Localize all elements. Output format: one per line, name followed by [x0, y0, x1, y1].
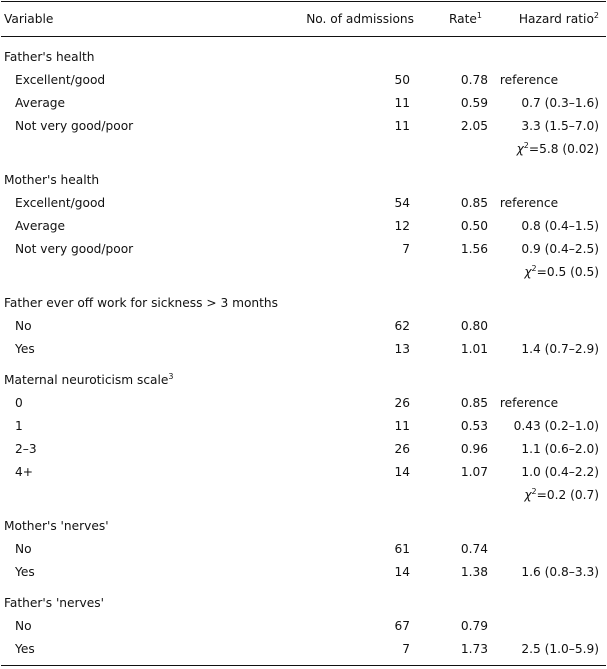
chi-symbol: χ [524, 487, 532, 502]
row-hazard-ratio: 0.7 (0.3–1.6) [521, 95, 599, 110]
chi-symbol: χ [524, 264, 532, 279]
section-title-text: Mother's 'nerves' [4, 518, 109, 533]
chi-value: =0.5 (0.5) [536, 264, 599, 279]
row-label: Not very good/poor [15, 118, 134, 133]
section-title-row [1, 514, 606, 537]
section-title-row [1, 45, 606, 68]
row-rate: 0.78 [460, 72, 488, 87]
chi-square-stat [524, 488, 599, 502]
section-title [4, 596, 104, 610]
chi-symbol: χ [516, 141, 524, 156]
chi-value: =0.2 (0.7) [536, 487, 599, 502]
section-spacer [1, 583, 606, 591]
table-row [1, 337, 606, 360]
row-label: 4+ [15, 464, 33, 479]
row-label: Average [15, 218, 66, 233]
row-admissions: 14 [394, 464, 410, 479]
row-rate: 1.56 [460, 241, 488, 256]
row-rate: 0.96 [460, 441, 488, 456]
table-row [1, 560, 606, 583]
row-rate: 1.38 [460, 564, 488, 579]
row-rate: 0.53 [460, 418, 488, 433]
row-admissions: 11 [394, 118, 410, 133]
chi-square-row [1, 137, 606, 160]
table-row [1, 214, 606, 237]
section-title-row [1, 168, 606, 191]
row-admissions: 67 [394, 618, 410, 633]
chi-square-row [1, 483, 606, 506]
table-row [1, 391, 606, 414]
section-title [4, 173, 99, 187]
table-row [1, 314, 606, 337]
row-hazard-ratio: reference [499, 72, 559, 87]
row-rate: 2.05 [460, 118, 488, 133]
row-admissions: 13 [394, 341, 410, 356]
section-spacer [1, 37, 606, 45]
table-row [1, 191, 606, 214]
table-row [1, 614, 606, 637]
row-rate: 0.80 [460, 318, 488, 333]
row-hazard-ratio: 3.3 (1.5–7.0) [521, 118, 599, 133]
section-title [4, 373, 174, 387]
row-rate: 0.74 [460, 541, 488, 556]
row-admissions: 7 [402, 241, 410, 256]
header-rate-text: Rate [448, 12, 477, 26]
row-admissions: 50 [394, 72, 410, 87]
row-label: 1 [15, 418, 23, 433]
row-label: Excellent/good [15, 195, 106, 210]
row-hazard-ratio: 1.4 (0.7–2.9) [521, 341, 599, 356]
row-hazard-ratio: 0.43 (0.2–1.0) [513, 418, 599, 433]
data-table [1, 0, 606, 666]
header-hazard-ratio [519, 12, 599, 26]
chi-square-stat [517, 142, 599, 156]
section-title-text: Father ever off work for sickness > 3 months [4, 295, 278, 310]
row-admissions: 7 [402, 641, 410, 656]
row-label: No [15, 618, 32, 633]
row-admissions: 54 [394, 195, 410, 210]
chi-superscript: 2 [523, 140, 529, 150]
section-title [4, 50, 95, 64]
row-hazard-ratio: reference [499, 195, 559, 210]
table-body [1, 37, 606, 665]
row-label: Excellent/good [15, 72, 106, 87]
section-title-footnote: 3 [168, 371, 174, 381]
row-rate: 0.79 [460, 618, 488, 633]
section-title-text: Mother's health [4, 172, 100, 187]
table-row [1, 114, 606, 137]
row-label: 2–3 [15, 441, 37, 456]
section-title-row [1, 291, 606, 314]
section-spacer [1, 360, 606, 368]
row-admissions: 12 [394, 218, 410, 233]
row-admissions: 11 [394, 418, 410, 433]
section-title-text: Father's 'nerves' [4, 595, 104, 610]
row-admissions: 26 [394, 395, 410, 410]
table-row [1, 537, 606, 560]
row-label: No [15, 318, 32, 333]
section-spacer [1, 283, 606, 291]
table-bottom-rule [1, 665, 606, 666]
row-rate: 0.85 [460, 395, 488, 410]
table-row [1, 637, 606, 660]
header-hazard-text: Hazard ratio [518, 12, 594, 26]
row-label: Average [15, 95, 66, 110]
row-rate: 0.59 [460, 95, 488, 110]
section-title-row [1, 368, 606, 391]
table-row [1, 91, 606, 114]
row-admissions: 62 [394, 318, 410, 333]
table-row [1, 437, 606, 460]
row-label: Yes [15, 564, 35, 579]
row-admissions: 26 [394, 441, 410, 456]
table-header-row [1, 2, 606, 36]
table-row [1, 414, 606, 437]
chi-superscript: 2 [531, 263, 537, 273]
row-label: Yes [15, 641, 35, 656]
row-rate: 0.85 [460, 195, 488, 210]
section-title [4, 296, 278, 310]
row-admissions: 14 [394, 564, 410, 579]
row-hazard-ratio: 2.5 (1.0–5.9) [521, 641, 599, 656]
row-hazard-ratio: 0.8 (0.4–1.5) [521, 218, 599, 233]
table-row [1, 68, 606, 91]
section-title-text: Father's health [4, 49, 95, 64]
row-rate: 1.73 [460, 641, 488, 656]
row-hazard-ratio: reference [499, 395, 559, 410]
header-rate [449, 12, 482, 26]
chi-square-stat [524, 265, 599, 279]
row-label: 0 [15, 395, 23, 410]
row-hazard-ratio: 1.1 (0.6–2.0) [521, 441, 599, 456]
row-label: Yes [15, 341, 35, 356]
table-row [1, 237, 606, 260]
row-rate: 1.01 [460, 341, 488, 356]
header-hazard-footnote: 2 [593, 11, 599, 20]
row-label: No [15, 541, 32, 556]
header-admissions: No. of admissions [306, 12, 414, 26]
section-title [4, 519, 109, 533]
row-hazard-ratio: 0.9 (0.4–2.5) [521, 241, 599, 256]
header-variable: Variable [4, 12, 54, 26]
row-admissions: 11 [394, 95, 410, 110]
section-spacer [1, 506, 606, 514]
section-title-text: Maternal neuroticism scale [4, 372, 169, 387]
row-admissions: 61 [394, 541, 410, 556]
chi-square-row [1, 260, 606, 283]
table-row [1, 460, 606, 483]
row-rate: 1.07 [460, 464, 488, 479]
chi-value: =5.8 (0.02) [528, 141, 599, 156]
chi-superscript: 2 [531, 486, 537, 496]
row-label: Not very good/poor [15, 241, 134, 256]
row-rate: 0.50 [460, 218, 488, 233]
section-title-row [1, 591, 606, 614]
header-rate-footnote: 1 [476, 11, 482, 20]
row-hazard-ratio: 1.6 (0.8–3.3) [521, 564, 599, 579]
row-hazard-ratio: 1.0 (0.4–2.2) [521, 464, 599, 479]
section-spacer [1, 160, 606, 168]
